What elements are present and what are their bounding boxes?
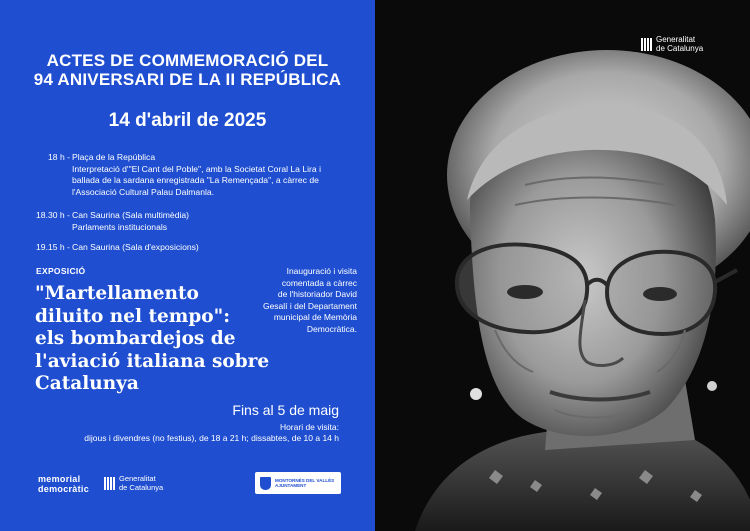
visiting-hours-detail: dijous i divendres (no festius), de 18 a 21 h; dissabtes, de 10 a 14 h — [84, 433, 339, 443]
generalitat-logo-line: Generalitat — [656, 35, 696, 44]
elderly-woman-portrait — [375, 0, 750, 531]
schedule-time: 19.15 h - — [36, 242, 70, 252]
exhibition-title-line: l'aviació italiana sobre — [35, 350, 270, 372]
generalitat-logo — [104, 475, 163, 492]
inauguration-line: de l'historiador David — [277, 289, 357, 299]
generalitat-logo-line: de Catalunya — [119, 482, 164, 492]
exhibition-title-line: els bombardejos de — [35, 328, 236, 349]
visiting-hours-title: Horari de visita: — [279, 422, 339, 432]
generalitat-logo-line: de Catalunya — [656, 44, 704, 53]
schedule-place: Plaça de la República — [72, 152, 156, 162]
schedule-time: 18.30 h - — [36, 210, 70, 220]
inauguration-line: Gesalí i del Departament — [262, 300, 357, 311]
shield-icon — [260, 477, 271, 490]
inauguration-line: municipal de Memòria — [273, 312, 357, 322]
schedule-detail: l'Associació Cultural Palau Dalmanla. — [72, 186, 215, 197]
exhibition-title-line: Catalunya — [35, 373, 139, 394]
exhibition-label: EXPOSICIÓ — [36, 266, 86, 276]
inauguration-line: comentada a càrrec — [281, 277, 357, 288]
inauguration-note — [247, 266, 357, 335]
memorial-logo-line: memorial — [38, 474, 81, 484]
memorial-democratic-logo — [38, 474, 89, 494]
title-line-1: ACTES DE COMMEMORACIÓ DEL — [46, 51, 329, 70]
schedule-place: Can Saurina (Sala d'exposicions) — [72, 242, 199, 252]
title-line-2: 94 ANIVERSARI DE LA II REPÚBLICA — [33, 70, 342, 89]
inauguration-line: Democràtica. — [306, 323, 357, 334]
montornes-ajuntament-logo — [255, 472, 341, 494]
exhibition-until: Fins al 5 de maig — [232, 402, 339, 418]
exhibition-title-line: "Martellamento — [35, 283, 199, 304]
ajuntament-logo-line: AJUNTAMENT — [275, 483, 307, 488]
senyera-icon — [641, 38, 652, 51]
ajuntament-logo-line: MONTORNÈS DEL VALLÈS — [275, 477, 335, 483]
inauguration-line: Inauguració i visita — [286, 266, 357, 276]
generalitat-logo-top — [641, 35, 703, 53]
schedule-detail: ballada de la sardana enregistrada "La Remençada", a càrrec de — [72, 175, 319, 185]
event-date: 14 d'abril de 2025 — [108, 110, 267, 131]
exhibition-title — [35, 283, 275, 396]
senyera-icon — [104, 477, 115, 490]
schedule-time: 18 h - — [48, 152, 70, 162]
generalitat-logo-line: Generalitat — [119, 474, 156, 483]
schedule-detail: Interpretació d'"El Cant del Poble", amb la Societat Coral La Lira i — [72, 163, 321, 174]
exhibition-title-line: diluito nel tempo": — [35, 305, 231, 327]
schedule-place: Can Saurina (Sala multimèdia) — [72, 210, 190, 220]
memorial-logo-line: democràtic — [38, 484, 90, 494]
schedule-detail: Parlaments institucionals — [72, 221, 168, 232]
portrait-panel — [375, 0, 750, 531]
